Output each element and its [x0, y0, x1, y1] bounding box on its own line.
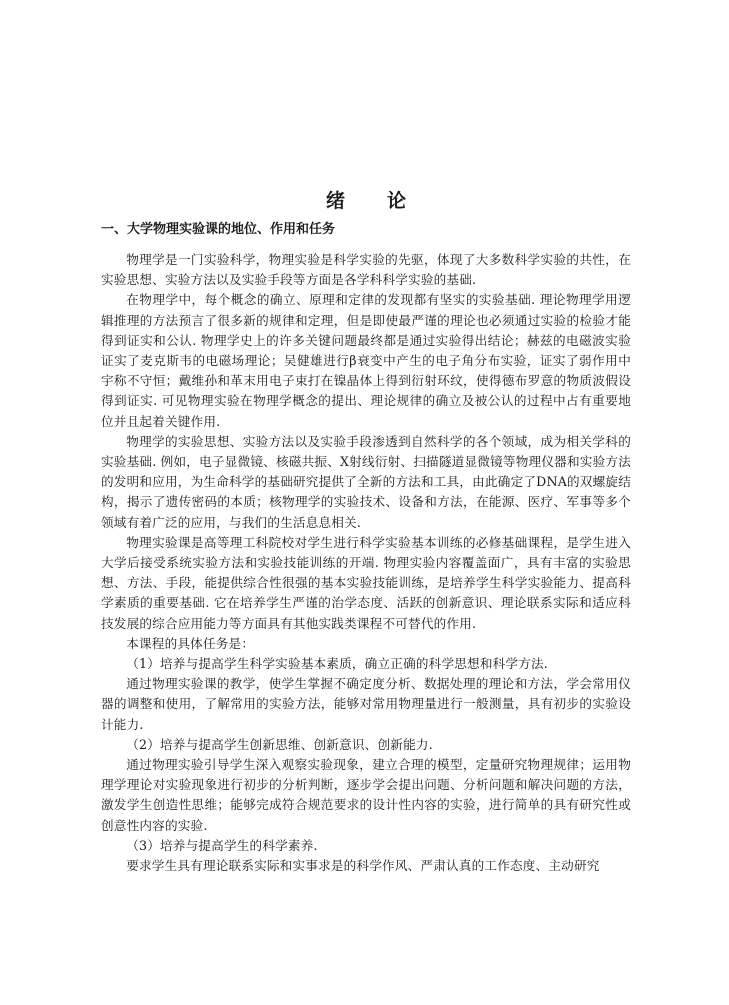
paragraph-course-role: 物理实验课是高等理工科院校对学生进行科学实验基本训练的必修基础课程，是学生进入大学后接受系统实验方法和实验技能训练的开端. 物理实验内容覆盖面广，具有丰富的实验思想、方法、手段，能提供综合性很强的基本实验技能训练，是培养学生科学实验能力、提高科学素质的重要基础. 它在培养学生严谨的治学态度、活跃的创新意识、理论联系实际和适应科技发展的综合应用能力等方面具有其他实践类课程不可替代的作用.	[101, 534, 631, 631]
paragraph-experimental-basis: 在物理学中，每个概念的确立、原理和定律的发现都有坚实的实验基础. 理论物理学用逻辑推理的方法预言了很多新的规律和定理，但是即使最严谨的理论也必须通过实验的检验才能得到证实和公认. 物理学史上的许多关键问题最终都是通过实验得出结论；赫兹的电磁波实验证实了麦克斯韦的电磁场理论；吴健雄进行β衰变中产生的电子角分布实验，证实了弱作用中宇称不守恒；戴维孙和革末用电子束打在镍晶体上得到衍射环纹，使得德布罗意的物质波假设得到证实. 可见物理实验在物理学概念的提出、理论规律的确立及被公认的过程中占有重要地位并且起着关键作用.	[101, 292, 631, 429]
paragraph-intro: 物理学是一门实验科学，物理实验是科学实验的先驱，体现了大多数科学实验的共性，在实验思想、实验方法以及实验手段等方面是各学科科学实验的基础.	[101, 252, 631, 288]
paragraph-interdisciplinary: 物理学的实验思想、实验方法以及实验手段渗透到自然科学的各个领域，成为相关学科的实验基础. 例如，电子显微镜、核磁共振、X射线衍射、扫描隧道显微镜等物理仪器和实验方法的发明和应用，为生命科学的基础研究提供了全新的方法和工具，由此确定了DNA的双螺旋结构，揭示了遗传密码的本质；核物理学的实验技术、设备和方法，在能源、医疗、军事等多个领域有着广泛的应用，与我们的生活息息相关.	[101, 433, 631, 530]
body-text	[101, 250, 631, 876]
paragraph-task-3-detail: 要求学生具有理论联系实际和实事求是的科学作风、严肃认真的工作态度、主动研究	[126, 858, 600, 874]
paragraph-task-2-detail: 通过物理实验引导学生深入观察实验现象，建立合理的模型，定量研究物理规律；运用物理学理论对实验现象进行初步的分析判断，逐步学会提出问题、分析问题和解决问题的方法，激发学生创造性思维；能够完成符合规范要求的设计性内容的实验，进行简单的具有研究性或创意性内容的实验.	[101, 757, 631, 833]
task-item-1: （1）培养与提高学生科学实验基本素质，确立正确的科学思想和科学方法.	[126, 656, 549, 672]
task-item-3: （3）培养与提高学生的科学素养.	[126, 837, 318, 853]
chapter-title: 绪论	[325, 190, 448, 212]
paragraph-task-1-detail: 通过物理实验课的教学，使学生掌握不确定度分析、数据处理的理论和方法，学会常用仪器的调整和使用，了解常用的实验方法，能够对常用物理量进行一般测量，具有初步的实验设计能力.	[101, 676, 631, 732]
section-heading: 一、大学物理实验课的地位、作用和任务	[101, 222, 336, 237]
paragraph-tasks-intro: 本课程的具体任务是：	[126, 635, 255, 651]
task-item-2: （2）培养与提高学生创新思维、创新意识、创新能力.	[126, 736, 433, 752]
